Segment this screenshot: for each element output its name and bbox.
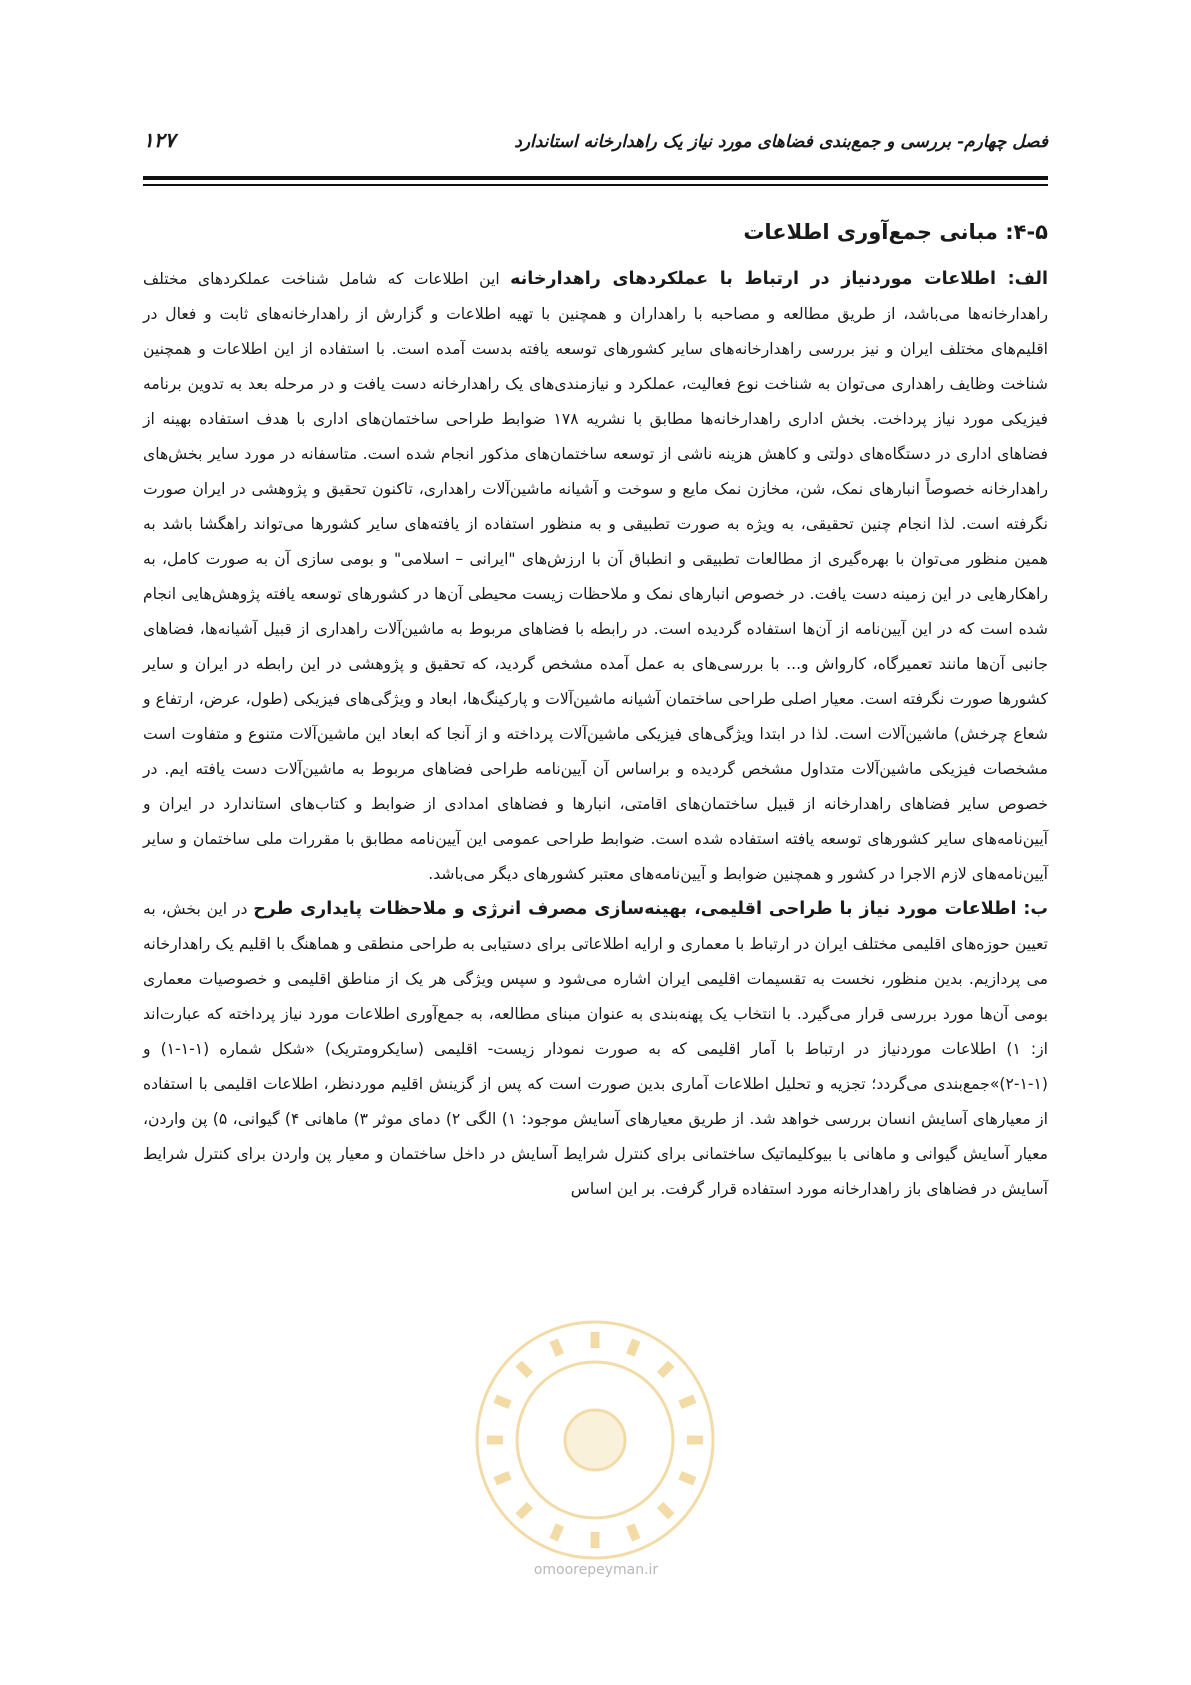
- watermark-hub: [565, 1410, 625, 1470]
- gear-emblem-icon: [455, 1300, 735, 1600]
- watermark-logo: [455, 1300, 735, 1600]
- page-header: [143, 128, 1048, 162]
- watermark-gear-tooth: [680, 1475, 695, 1481]
- watermark-gear-tooth: [519, 1505, 530, 1516]
- watermark-gear-tooth: [554, 1525, 560, 1540]
- paragraph-a-text: این اطلاعات که شامل شناخت عملکردهای مختلف راهدارخانه‌ها می‌باشد، از طریق مطالعه و مصاحبه با راهداران و همچنین با تهیه اطلاعات و گزارش از راهدارخانه‌های ثابت و فعال در اقلیم‌های مختلف ایران و نیز بررسی راهدارخانه‌های سایر کشورهای توسعه یافته بدست آمده است. با استفاده از این اطلاعات و همچنین شناخت وظایف راهداری می‌توان به شناخت نوع فعالیت، عملکرد و نیازمندی‌های یک راهدارخانه دست یافت و در مرحله بعد به تدوین برنامه فیزیکی مورد نیاز پرداخت. بخش اداری راهدارخانه‌ها مطابق با نشریه ۱۷۸ ضوابط طراحی ساختمان‌های اداری با هدف استفاده بهینه از فضاهای اداری در دستگاه‌های دولتی و کاهش هزینه ناشی از توسعه ساختمان‌های مذکور انجام شده است. متاسفانه در مورد سایر بخش‌های راهدارخانه خصوصاً انبارهای نمک، شن، مخازن نمک مایع و سوخت و آشیانه ماشین‌آلات راهداری، تاکنون تحقیق و پژوهشی در ایران صورت نگرفته است. لذا انجام چنین تحقیقی، به ویژه به صورت تطبیقی و به منظور استفاده از یافته‌های سایر کشورها می‌تواند راهگشا باشد به همین منظور می‌توان با بهره‌گیری از مطالعات تطبیقی و انطباق آن با ارزش‌های "ایرانی – اسلامی" و بومی سازی آن به صورت کامل، به راهکارهایی در این زمینه دست یافت. در خصوص انبارهای نمک و ملاحظات زیست محیطی آن‌ها در کشورهای توسعه یافته پژوهش‌هایی انجام شده است که در این آیین‌نامه از آن‌ها استفاده گردیده است. در رابطه با فضاهای مربوط به ماشین‌آلات راهداری از قبیل آشیانه‌ها، فضاهای جانبی آن‌ها مانند تعمیرگاه، کارواش و... با بررسی‌های به عمل آمده مشخص گردید، که تحقیق و پژوهشی در این رابطه در ایران و سایر کشورها صورت نگرفته است. معیار اصلی طراحی ساختمان آشیانه ماشین‌آلات و پارکینگ‌ها، ابعاد و ویژگی‌های فیزیکی (طول، عرض، ارتفاع و شعاع چرخش) ماشین‌آلات است. لذا در ابتدا ویژگی‌های فیزیکی ماشین‌آلات پرداخته و از آنجا که ابعاد این ماشین‌آلات متنوع و متفاوت است مشخصات فیزیکی ماشین‌آلات متداول مشخص گردیده و براساس آن آیین‌نامه طراحی فضاهای مربوط به ماشین‌آلات دست یافته ایم. در خصوص سایر فضاهای راهدارخانه از قبیل ساختمان‌های اقامتی، انبارها و فضاهای امدادی از ضوابط و کتاب‌های استاندارد در ایران و آیین‌نامه‌های سایر کشورهای توسعه یافته استفاده شده است. ضوابط طراحی عمومی این آیین‌نامه مطابق با مقررات ملی ساختمان و سایر آیین‌نامه‌های لازم الاجرا در کشور و همچنین ضوابط و آیین‌نامه‌های معتبر کشورهای دیگر می‌باشد.: [143, 270, 1048, 883]
- header-rule-thick: [143, 176, 1048, 180]
- body-text: [143, 262, 1048, 1207]
- watermark-gear-tooth: [554, 1340, 560, 1355]
- watermark-gear-tooth: [660, 1364, 671, 1375]
- watermark-gear-tooth: [495, 1399, 510, 1405]
- watermark-gear-tooth: [630, 1525, 636, 1540]
- page-number: ۱۲۷: [143, 128, 176, 152]
- paragraph-b-lead: ب: اطلاعات مورد نیاز با طراحی اقلیمی، بهینه‌سازی مصرف انرژی و ملاحظات پایداری طرح: [253, 899, 1048, 919]
- paragraph-b-text: در این بخش، به تعیین حوزه‌های اقلیمی مختلف ایران در ارتباط با معماری و ارایه اطلاعاتی برای دستیابی به طراحی منطقی و هماهنگ با اقلیم یک راهدارخانه می پردازیم. بدین منظور، نخست به تقسیمات اقلیمی ایران اشاره می‌شود و سپس ویژگی هر یک از مناطق اقلیمی و خصوصیات معماری بومی آن‌ها مورد بررسی قرار می‌گیرد. با انتخاب یک پهنه‌بندی به عنوان مبنای مطالعه، به جمع‌آوری اطلاعات مورد نیاز پرداخته که عبارت‌اند از: ۱) اطلاعات موردنیاز در ارتباط با آمار اقلیمی که به صورت نمودار زیست- اقلیمی (سایکرومتریک) «شکل شماره (۱-۱-۱) و (۱-۱-۲)»جمع‌بندی می‌گردد؛ تجزیه و تحلیل اطلاعات آماری بدین صورت است که پس از گزینش اقلیم موردنظر، اطلاعات اقلیمی با استفاده از معیارهای آسایش انسان بررسی خواهد شد. از طریق معیارهای آسایش موجود: ۱) الگی ۲) دمای موثر ۳) ماهانی ۴) گیوانی، ۵) پن واردن، معیار آسایش گیوانی و ماهانی با بیوکلیماتیک ساختمانی برای کنترل شرایط آسایش در داخل ساختمان و معیار پن واردن برای کنترل شرایط آسایش در فضاهای باز راهدارخانه مورد استفاده قرار گرفت. بر این اساس: [143, 900, 1048, 1198]
- watermark-gear-tooth: [495, 1475, 510, 1481]
- watermark-gear-tooth: [630, 1340, 636, 1355]
- paragraph-a-lead: الف: اطلاعات موردنیاز در ارتباط با عملکردهای راهدارخانه: [510, 269, 1048, 289]
- watermark-gear-tooth: [660, 1505, 671, 1516]
- watermark-gear-tooth: [519, 1364, 530, 1375]
- header-rule-thin: [143, 184, 1048, 186]
- section-heading: ۴-۵: مبانی جمع‌آوری اطلاعات: [743, 220, 1048, 244]
- watermark-url: omoorepeyman.ir: [533, 1562, 659, 1578]
- chapter-title: فصل چهارم- بررسی و جمع‌بندی فضاهای مورد نیاز یک راهدارخانه استاندارد: [514, 132, 1048, 152]
- watermark-gear-tooth: [680, 1399, 695, 1405]
- paragraph-b: [143, 892, 1048, 1207]
- paragraph-a: [143, 262, 1048, 892]
